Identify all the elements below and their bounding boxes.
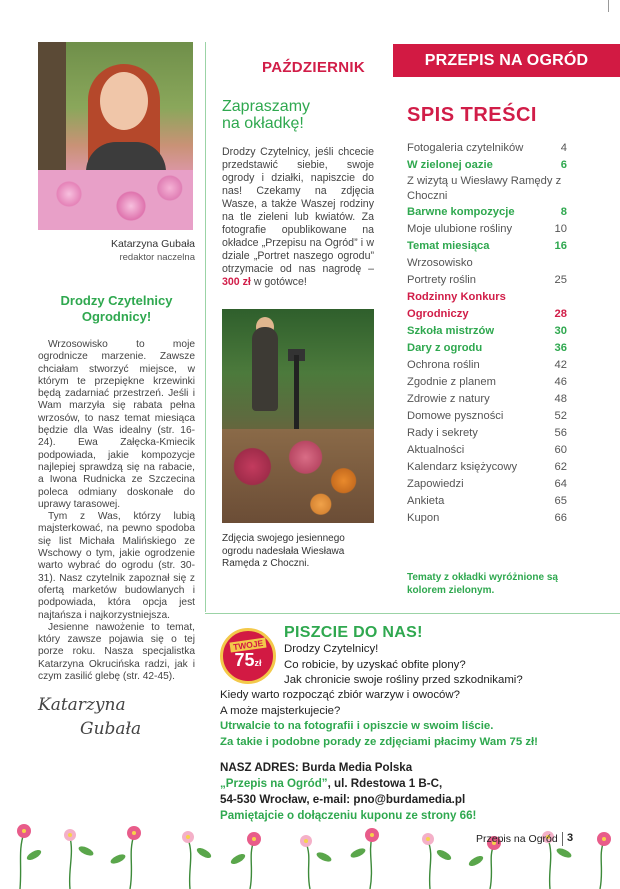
toc-item-page: 66	[554, 512, 567, 524]
toc-item	[407, 272, 567, 289]
letters-line: Drodzy Czytelnicy!	[284, 643, 379, 655]
cover-text-end: w gotówce!	[253, 276, 307, 288]
toc-item-label: Z wizytą u Wiesławy Ramędy z Choczni	[407, 175, 562, 202]
toc-item-page: 16	[554, 240, 567, 252]
badge-amount: 75zł	[234, 649, 262, 670]
toc-item-label: Kalendarz księżycowy	[407, 461, 518, 473]
address-magazine-name: „Przepis na Ogród”	[220, 777, 328, 790]
letters-section-continued	[220, 688, 610, 750]
editor-greeting: Drodzy Czytelnicy Ogrodnicy!	[60, 293, 173, 324]
toc-item-page: 52	[554, 410, 567, 422]
toc-item-page: 48	[554, 393, 567, 405]
toc-item	[407, 238, 567, 255]
toc-item	[407, 442, 567, 459]
address-street: , ul. Rdestowa 1 B-C,	[327, 777, 443, 790]
toc-item-label: Moje ulubione rośliny	[407, 223, 513, 235]
signature-line: Katarzyna	[38, 695, 126, 716]
letters-line: Kiedy warto rozpocząć zbiór warzyw i owoców?	[220, 689, 460, 701]
toc-item-label: Aktualności	[407, 444, 465, 456]
editor-name: Katarzyna Gubała	[110, 238, 195, 250]
toc-item	[407, 459, 567, 476]
editor-letter	[38, 339, 195, 683]
cover-invite-column	[222, 98, 374, 571]
toc-item-page: 56	[554, 427, 567, 439]
toc-item	[407, 408, 567, 425]
toc-item-label: Dary z ogrodu	[407, 342, 483, 354]
toc-item	[407, 255, 567, 272]
editor-paragraph: Tym z Was, którzy lubią majsterkować, na pewno spodoba się list Michała Malińskiego ze Wschowy o tym, jakie ogrodzenie warto wybrać do ogrodu (str. 30-31). Nasz czytelnik zapoznał się z ofertą marketów budowlanych i podpowiada, która opcja jest najtańsza i najkorzystniejsza.	[38, 511, 195, 621]
toc-item	[407, 510, 567, 527]
crop-mark	[608, 0, 609, 12]
toc-item-page: 4	[560, 142, 567, 154]
letters-line: A może majsterkujecie?	[220, 704, 341, 717]
toc-note: Tematy z okładki wyróżnione są kolorem zielonym.	[407, 572, 558, 596]
letters-line: Za takie i podobne porady ze zdjęciami płacimy Wam 75 zł!	[220, 735, 538, 748]
toc-item-page: 65	[554, 495, 567, 507]
issue-month: PAŹDZIERNIK	[262, 59, 366, 76]
footer-separator	[562, 832, 563, 846]
toc-item-label: Zgodnie z planem	[407, 376, 496, 388]
cover-title-line: Zapraszamy	[222, 98, 311, 115]
letters-section	[284, 624, 604, 689]
editor-paragraph: Wrzosowisko to moje ogrodnicze marzenie. Zawsze chciałam stworzyć miejsce, w którym te przepiękne krzewinki będą zadarniać przestrzeń. Jeśli i Wam marzyła się rabata pełna wrzosów, to nasz temat miesiąca będzie dla Was idealny (str. 16-24). Ewa Załęcka-Kmiecik podpowiada, jakie kompozycje najlepiej sprawdzą się na rabacie, a Iwona Rudnicka ze Szczecina poleca odmiany doskonałe do uprawy tarasowej.	[38, 339, 195, 510]
toc-item-label: Portrety roślin	[407, 274, 477, 286]
toc-item-label: W zielonej oazie	[407, 159, 493, 171]
magazine-section-banner: PRZEPIS NA OGRÓD	[393, 44, 620, 77]
reward-badge	[220, 628, 276, 684]
letters-line: Utrwalcie to na fotografii i opiszcie w swoim liście.	[220, 720, 494, 732]
toc-item	[407, 357, 567, 374]
toc-item-page: 8	[560, 206, 567, 218]
column-divider	[205, 42, 206, 612]
toc-item-label: Zapowiedzi	[407, 478, 464, 490]
coupon-note: Pamiętajcie o dołączeniu kuponu ze strony 66!	[220, 809, 477, 822]
toc-item	[407, 425, 567, 442]
toc-item-label: Barwne kompozycje	[407, 206, 515, 218]
toc-item-label: Ochrona roślin	[407, 359, 480, 371]
toc-item	[407, 174, 567, 204]
toc-item	[407, 493, 567, 510]
toc-item-label: Domowe pyszności	[407, 410, 504, 422]
cover-text: Drodzy Czytelnicy, jeśli chcecie przedstawić siebie, swoje ogrody i działki, napiszcie do nas! Czekamy na zdjęcia Wasze, a także Waszej rodziny na tle zieleni lub kwiatów. Za fotografie opublikowane na okładce „Przepisu na Ogród” i w dziale „Portret naszego ogrodu” otrzymacie od nas nagrodę –	[222, 146, 374, 275]
toc-item-label: Rodzinny Konkurs Ogrodniczy	[407, 291, 506, 320]
toc-item-label: Temat miesiąca	[407, 240, 490, 252]
prize-amount: 300 zł	[222, 276, 251, 288]
toc-item-label: Wrzosowisko	[407, 257, 473, 269]
letters-line: Jak chronicie swoje rośliny przed szkodnikami?	[284, 674, 523, 686]
letters-line: Co robicie, by uzyskać obfite plony?	[284, 658, 466, 671]
address-street-line	[220, 776, 610, 792]
footer-brand: Przepis na Ogród	[476, 833, 558, 845]
toc-item-label: Zdrowie z natury	[407, 393, 490, 405]
toc-item-page: 6	[560, 159, 567, 171]
cover-invite-text	[222, 146, 374, 289]
toc-item	[407, 323, 567, 340]
address-label: NASZ ADRES: Burda Media Polska	[220, 761, 413, 774]
toc-item-label: Fotogaleria czytelników	[407, 142, 524, 154]
editor-signature	[38, 693, 195, 741]
toc-item-label: Kupon	[407, 512, 440, 524]
toc-item	[407, 289, 567, 323]
toc-item-page: 42	[554, 359, 567, 371]
toc-item	[407, 140, 567, 157]
cover-title-line: na okładkę!	[222, 115, 304, 132]
garden-photo-caption: Zdjęcia swojego jesiennego ogrodu nadesłała Wiesława Ramęda z Choczni.	[222, 533, 345, 569]
table-of-contents	[407, 104, 567, 597]
toc-item-page: 10	[554, 223, 567, 235]
toc-item-page: 64	[554, 478, 567, 490]
toc-item-label: Rady i sekrety	[407, 427, 478, 439]
toc-item-page: 25	[554, 274, 567, 286]
toc-item	[407, 157, 567, 174]
toc-item	[407, 340, 567, 357]
signature-line: Gubała	[80, 719, 142, 740]
letters-title: PISZCIE DO NAS!	[284, 624, 423, 641]
toc-item	[407, 204, 567, 221]
toc-item-page: 46	[554, 376, 567, 388]
toc-item-page: 30	[554, 325, 567, 337]
editor-role: redaktor naczelna	[119, 252, 195, 263]
toc-item	[407, 391, 567, 408]
toc-item-page: 60	[554, 444, 567, 456]
toc-title: SPIS TREŚCI	[407, 104, 537, 126]
toc-item-page: 28	[554, 308, 567, 320]
toc-item-label: Ankieta	[407, 495, 445, 507]
cover-invite-title	[222, 98, 374, 132]
section-divider	[205, 613, 620, 614]
toc-item-page: 36	[554, 342, 567, 354]
editor-paragraph: Jesienne nawożenie to temat, który zawsze pojawia się o tej porze roku. Nasza specjalistka Katarzyna Okrucińska radzi, jak i czym zasilić glebę (str. 42-45).	[38, 621, 195, 683]
garden-photo	[222, 309, 374, 523]
badge-label: TWOJE	[229, 637, 266, 652]
editor-column	[38, 42, 195, 741]
toc-item	[407, 374, 567, 391]
floral-decoration	[0, 815, 620, 889]
toc-item	[407, 476, 567, 493]
toc-item-label: Szkoła mistrzów	[407, 325, 495, 337]
toc-list	[407, 140, 567, 527]
page-number: 3	[567, 832, 574, 844]
address-city: 54-530 Wrocław, e-mail: pno@burdamedia.pl	[220, 793, 466, 806]
editor-photo	[38, 42, 193, 230]
toc-item-page: 62	[554, 461, 567, 473]
toc-item	[407, 221, 567, 238]
